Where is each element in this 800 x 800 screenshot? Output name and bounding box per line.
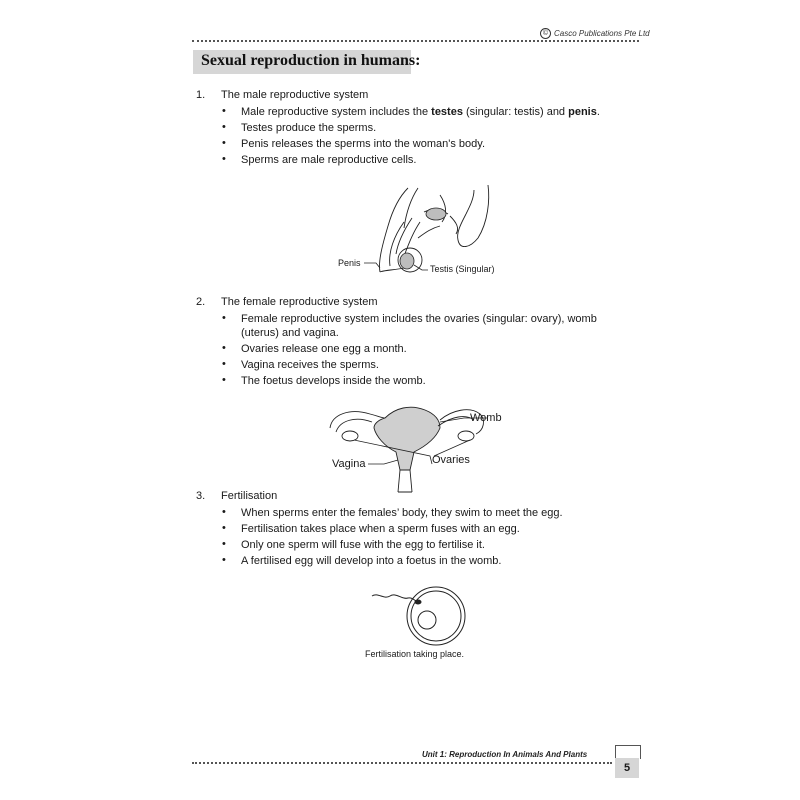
copyright-icon: © bbox=[540, 28, 551, 39]
bullet-marker: • bbox=[222, 153, 226, 165]
bottom-dotted-rule bbox=[192, 762, 612, 764]
bullet-text-part: . bbox=[596, 106, 600, 118]
section-1-title: The male reproductive system bbox=[221, 89, 369, 101]
section-1-number: 1. bbox=[196, 89, 206, 101]
bullet-marker: • bbox=[222, 358, 226, 370]
bullet-marker: • bbox=[222, 342, 226, 354]
publisher-name: Casco Publications Pte Ltd bbox=[554, 29, 650, 38]
section-2-number: 2. bbox=[196, 296, 206, 308]
bullet-item: Only one sperm will fuse with the egg to fertilise it. bbox=[241, 539, 485, 551]
bullet-item-line-1: Female reproductive system includes the ovaries (singular: ovary), womb bbox=[241, 313, 597, 325]
bullet-text-part: (singular: testis) and bbox=[462, 106, 569, 118]
label-ovaries: Ovaries bbox=[432, 454, 470, 466]
figure-caption: Fertilisation taking place. bbox=[365, 649, 465, 659]
bullet-item: Testes produce the sperms. bbox=[241, 122, 377, 134]
bullet-marker: • bbox=[222, 105, 226, 117]
bullet-marker: • bbox=[222, 554, 226, 566]
bullet-marker: • bbox=[222, 522, 226, 534]
bullet-item: Ovaries release one egg a month. bbox=[241, 343, 407, 355]
bullet-marker: • bbox=[222, 374, 226, 386]
label-womb: Womb bbox=[470, 412, 502, 424]
bullet-marker: • bbox=[222, 506, 226, 518]
bullet-marker: • bbox=[222, 137, 226, 149]
bold-term-testes: testes bbox=[431, 106, 463, 118]
bullet-marker: • bbox=[222, 312, 226, 324]
bullet-item: Penis releases the sperms into the woman's body. bbox=[241, 138, 486, 150]
section-2-title: The female reproductive system bbox=[221, 296, 378, 308]
bullet-item-line-2: (uterus) and vagina. bbox=[241, 327, 339, 339]
bullet-text-part: Male reproductive system includes the bbox=[241, 106, 432, 118]
label-vagina: Vagina bbox=[332, 458, 366, 470]
bullet-item: Fertilisation takes place when a sperm fuses with an egg. bbox=[241, 523, 520, 535]
bullet-item: A fertilised egg will develop into a foetus in the womb. bbox=[241, 555, 502, 567]
page-number: 5 bbox=[615, 758, 639, 778]
page-title: Sexual reproduction in humans: bbox=[201, 52, 421, 69]
bullet-marker: • bbox=[222, 121, 226, 133]
bullet-item: When sperms enter the females’ body, they swim to meet the egg. bbox=[241, 507, 563, 519]
page-number-tab bbox=[615, 745, 641, 759]
section-3-number: 3. bbox=[196, 490, 206, 502]
bold-term-penis: penis bbox=[568, 106, 597, 118]
label-penis: Penis bbox=[338, 258, 361, 268]
bullet-item: Vagina receives the sperms. bbox=[241, 359, 379, 371]
bullet-item: Sperms are male reproductive cells. bbox=[241, 154, 417, 166]
bullet-item: The foetus develops inside the womb. bbox=[241, 375, 426, 387]
label-testis: Testis (Singular) bbox=[430, 264, 495, 274]
section-3-title: Fertilisation bbox=[221, 490, 278, 502]
unit-title: Unit 1: Reproduction In Animals And Plants bbox=[422, 750, 588, 759]
bullet-marker: • bbox=[222, 538, 226, 550]
